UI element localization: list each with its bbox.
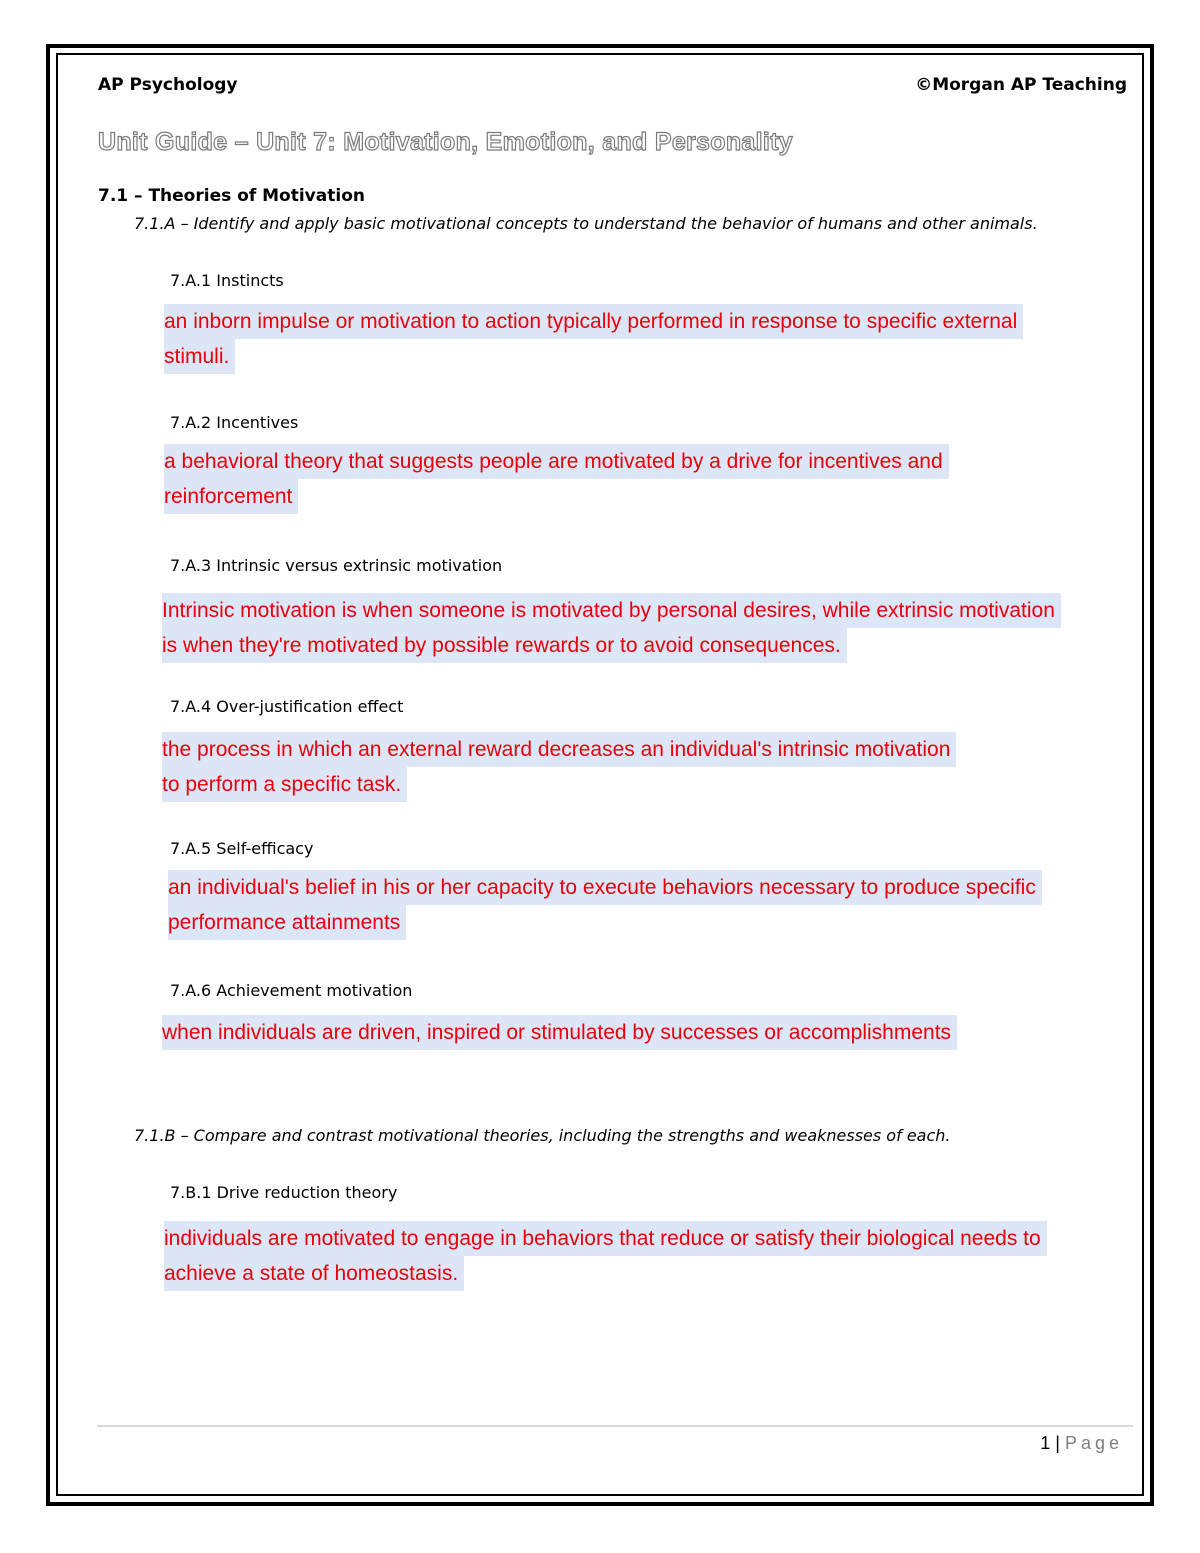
term-drive-reduction: 7.B.1 Drive reduction theory bbox=[170, 1183, 398, 1202]
term-achievement-motivation: 7.A.6 Achievement motivation bbox=[170, 981, 413, 1000]
page-title: Unit Guide – Unit 7: Motivation, Emotion, and Personality bbox=[98, 128, 793, 156]
answer-intrinsic-extrinsic bbox=[162, 593, 1061, 663]
answer-line: the process in which an external reward decreases an individual's intrinsic motivation bbox=[162, 732, 956, 767]
objective-a: 7.1.A – Identify and apply basic motivational concepts to understand the behavior of humans and other animals. bbox=[134, 214, 1038, 233]
answer-line: when individuals are driven, inspired or stimulated by successes or accomplishments bbox=[162, 1015, 957, 1050]
answer-drive-reduction bbox=[164, 1221, 1047, 1291]
objective-b: 7.1.B – Compare and contrast motivational theories, including the strengths and weaknesses of each. bbox=[134, 1126, 951, 1145]
answer-incentives bbox=[164, 444, 949, 514]
answer-line: reinforcement bbox=[164, 479, 298, 514]
term-incentives: 7.A.2 Incentives bbox=[170, 413, 299, 432]
page-number bbox=[1040, 1433, 1123, 1454]
page-label: Page bbox=[1064, 1433, 1123, 1453]
answer-line: achieve a state of homeostasis. bbox=[164, 1256, 464, 1291]
term-intrinsic-extrinsic: 7.A.3 Intrinsic versus extrinsic motivation bbox=[170, 556, 503, 575]
answer-line: Intrinsic motivation is when someone is motivated by personal desires, while extrinsic motivation bbox=[162, 593, 1061, 628]
header-course: AP Psychology bbox=[98, 75, 238, 95]
term-instincts: 7.A.1 Instincts bbox=[170, 271, 284, 290]
answer-line: stimuli. bbox=[164, 339, 235, 374]
page-number-value: 1 bbox=[1040, 1433, 1051, 1453]
section-heading: 7.1 – Theories of Motivation bbox=[98, 186, 365, 206]
page-number-separator: | bbox=[1055, 1433, 1060, 1453]
answer-line: performance attainments bbox=[168, 905, 406, 940]
answer-line: to perform a specific task. bbox=[162, 767, 407, 802]
answer-achievement-motivation bbox=[162, 1015, 957, 1050]
answer-line: a behavioral theory that suggests people are motivated by a drive for incentives and bbox=[164, 444, 949, 479]
answer-line: an inborn impulse or motivation to action typically performed in response to specific external bbox=[164, 304, 1023, 339]
term-overjustification: 7.A.4 Over-justification effect bbox=[170, 697, 404, 716]
answer-self-efficacy bbox=[168, 870, 1042, 940]
answer-line: an individual's belief in his or her capacity to execute behaviors necessary to produce specific bbox=[168, 870, 1042, 905]
header-copyright: ©Morgan AP Teaching bbox=[915, 75, 1127, 95]
term-self-efficacy: 7.A.5 Self-efficacy bbox=[170, 839, 314, 858]
footer-divider bbox=[97, 1425, 1133, 1427]
answer-line: is when they're motivated by possible rewards or to avoid consequences. bbox=[162, 628, 847, 663]
answer-overjustification bbox=[162, 732, 956, 802]
answer-instincts bbox=[164, 304, 1023, 374]
answer-line: individuals are motivated to engage in behaviors that reduce or satisfy their biological needs to bbox=[164, 1221, 1047, 1256]
